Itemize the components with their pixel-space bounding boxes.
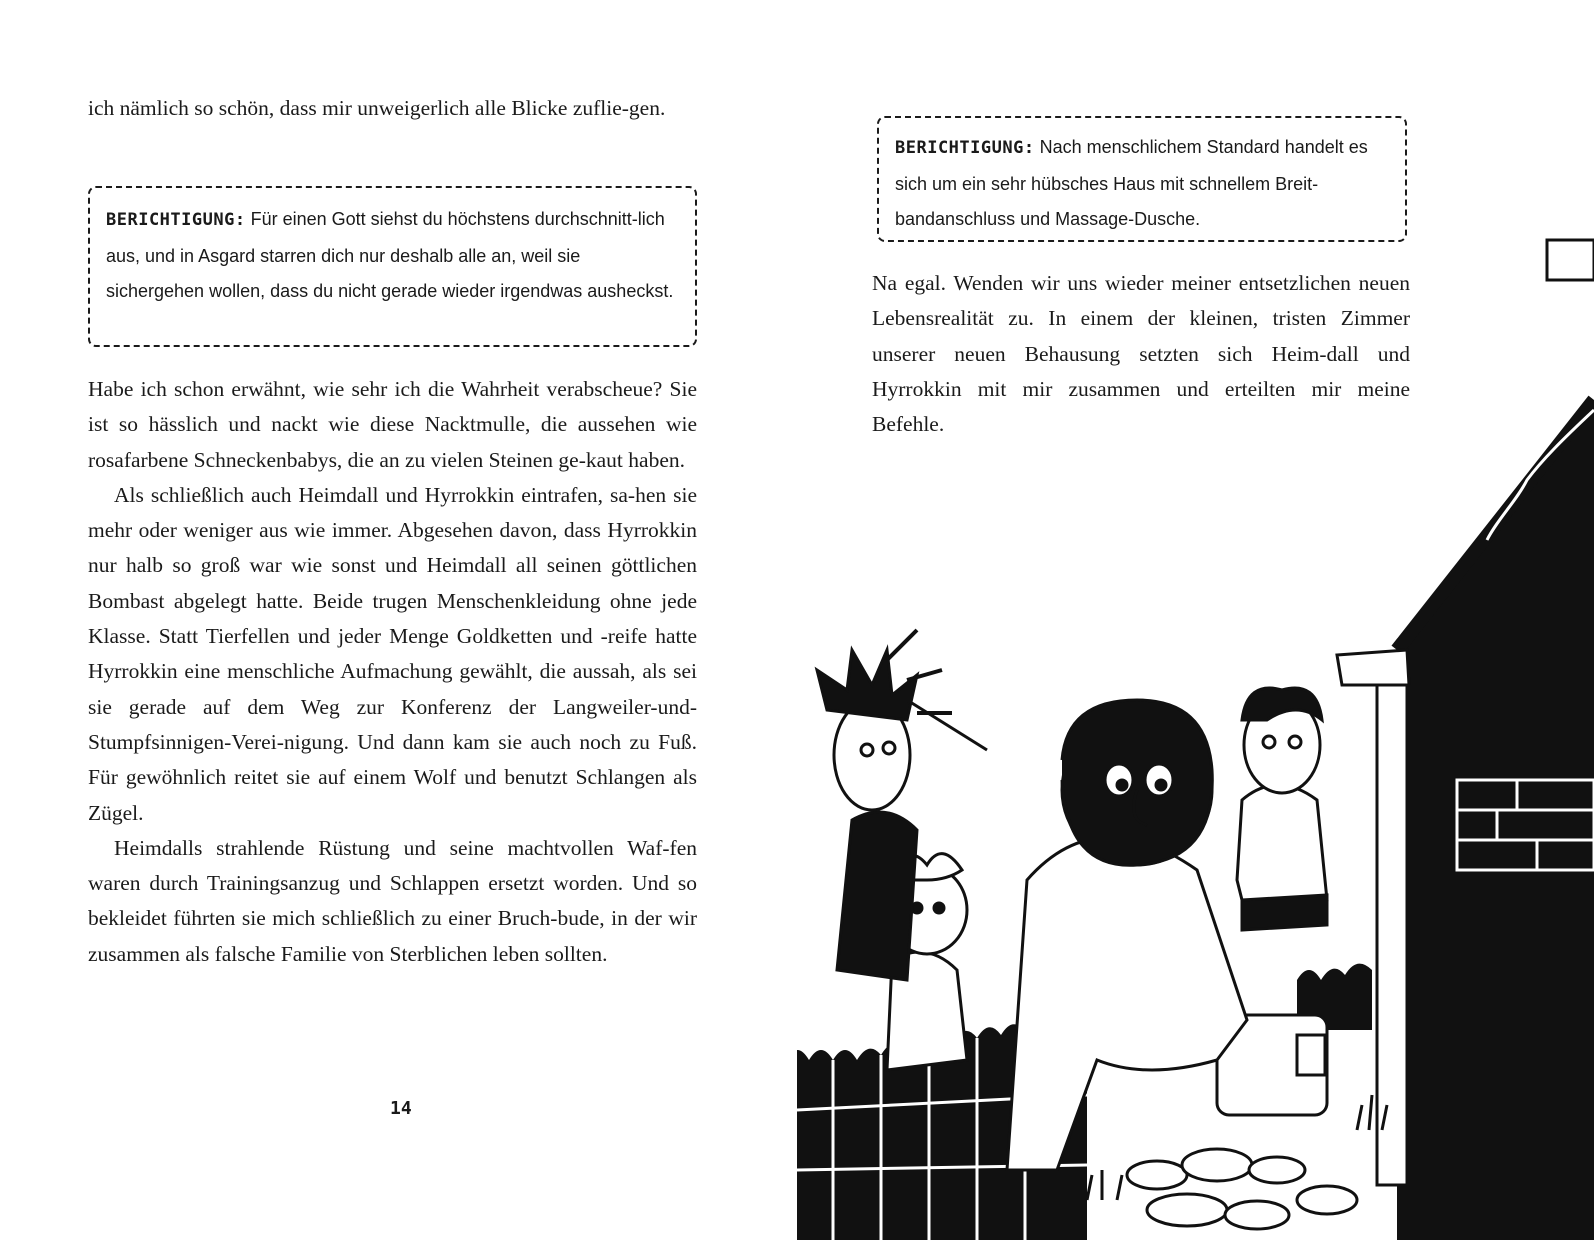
paragraph: Als schließlich auch Heimdall und Hyrrokkin eintrafen, sa-hen sie mehr oder weniger aus wie immer. Abgesehen davon, dass Hyrrokkin nur halb so groß war wie sonst und Heimdall all seinen göttlichen Bombast abgelegt hatte. Beide trugen Menschenkleidung ohne jede Klasse. Statt Tierfellen und jeder Menge Goldketten und -reife hatte Hyrrokkin eine menschliche Aufmachung gewählt, die aussah, als sei sie gerade auf dem Weg zur Konferenz der Langweiler-und-Stumpfsinnigen-Verei-nigung. Und dann kam sie auch noch zu Fuß. Für gewöhnlich reitet sie auf einem Wolf und benutzt Schlangen als Zügel. — [88, 482, 697, 825]
house-family-illustration — [797, 180, 1594, 1240]
paragraph-top-text: ich nämlich so schön, dass mir unweigerlich alle Blicke zuflie-gen. — [88, 96, 666, 120]
woman — [1237, 688, 1327, 930]
paragraph-top — [88, 91, 697, 126]
paragraph: Na egal. Wenden wir uns wieder meiner entsetzlichen neuen Lebensrealität zu. In einem der kleinen, tristen Zimmer unserer neuen Behausung setzten sich Heim-dall und Hyrrokkin mit mir zusammen und erteilten mir meine Befehle. — [872, 271, 1410, 437]
chimney — [1547, 240, 1594, 280]
correction-text: Nach menschlichem Standard handelt es sich um ein sehr hübsches Haus mit schnellem Breit-bandanschluss und Massage-Dusche. — [895, 137, 1368, 229]
correction-label: BERICHTIGUNG: — [106, 210, 246, 230]
correction-note-left — [88, 186, 697, 347]
paragraph: Habe ich schon erwähnt, wie sehr ich die Wahrheit verabscheue? Sie ist so hässlich und nackt wie diese Nacktmulle, die aussehen wie rosafarbene Schneckenbabys, die an zu vielen Steinen ge-kaut haben. — [88, 377, 697, 472]
gutter-head — [1337, 650, 1409, 685]
page-number: 14 — [390, 1098, 412, 1119]
main-text-left — [88, 372, 697, 972]
correction-label: BERICHTIGUNG: — [895, 138, 1035, 158]
path-stones — [1127, 1149, 1357, 1229]
correction-text: Für einen Gott siehst du höchstens durchschnitt-lich aus, und in Asgard starren dich nur deshalb alle an, weil sie sichergehen wollen, dass du nicht gerade wieder irgendwas ausheckst. — [106, 209, 674, 301]
bearded-man — [1007, 700, 1247, 1170]
paragraph: Heimdalls strahlende Rüstung und seine machtvollen Waf-fen waren durch Trainingsanzug und Schlappen ersetzt worden. Und so bekleidet führten sie mich schließlich zu einer Bruch-bude, in der wir zusammen als falsche Familie von Sterblichen leben sollten. — [88, 835, 697, 966]
drainpipe — [1377, 685, 1407, 1185]
right-page — [797, 0, 1594, 1240]
